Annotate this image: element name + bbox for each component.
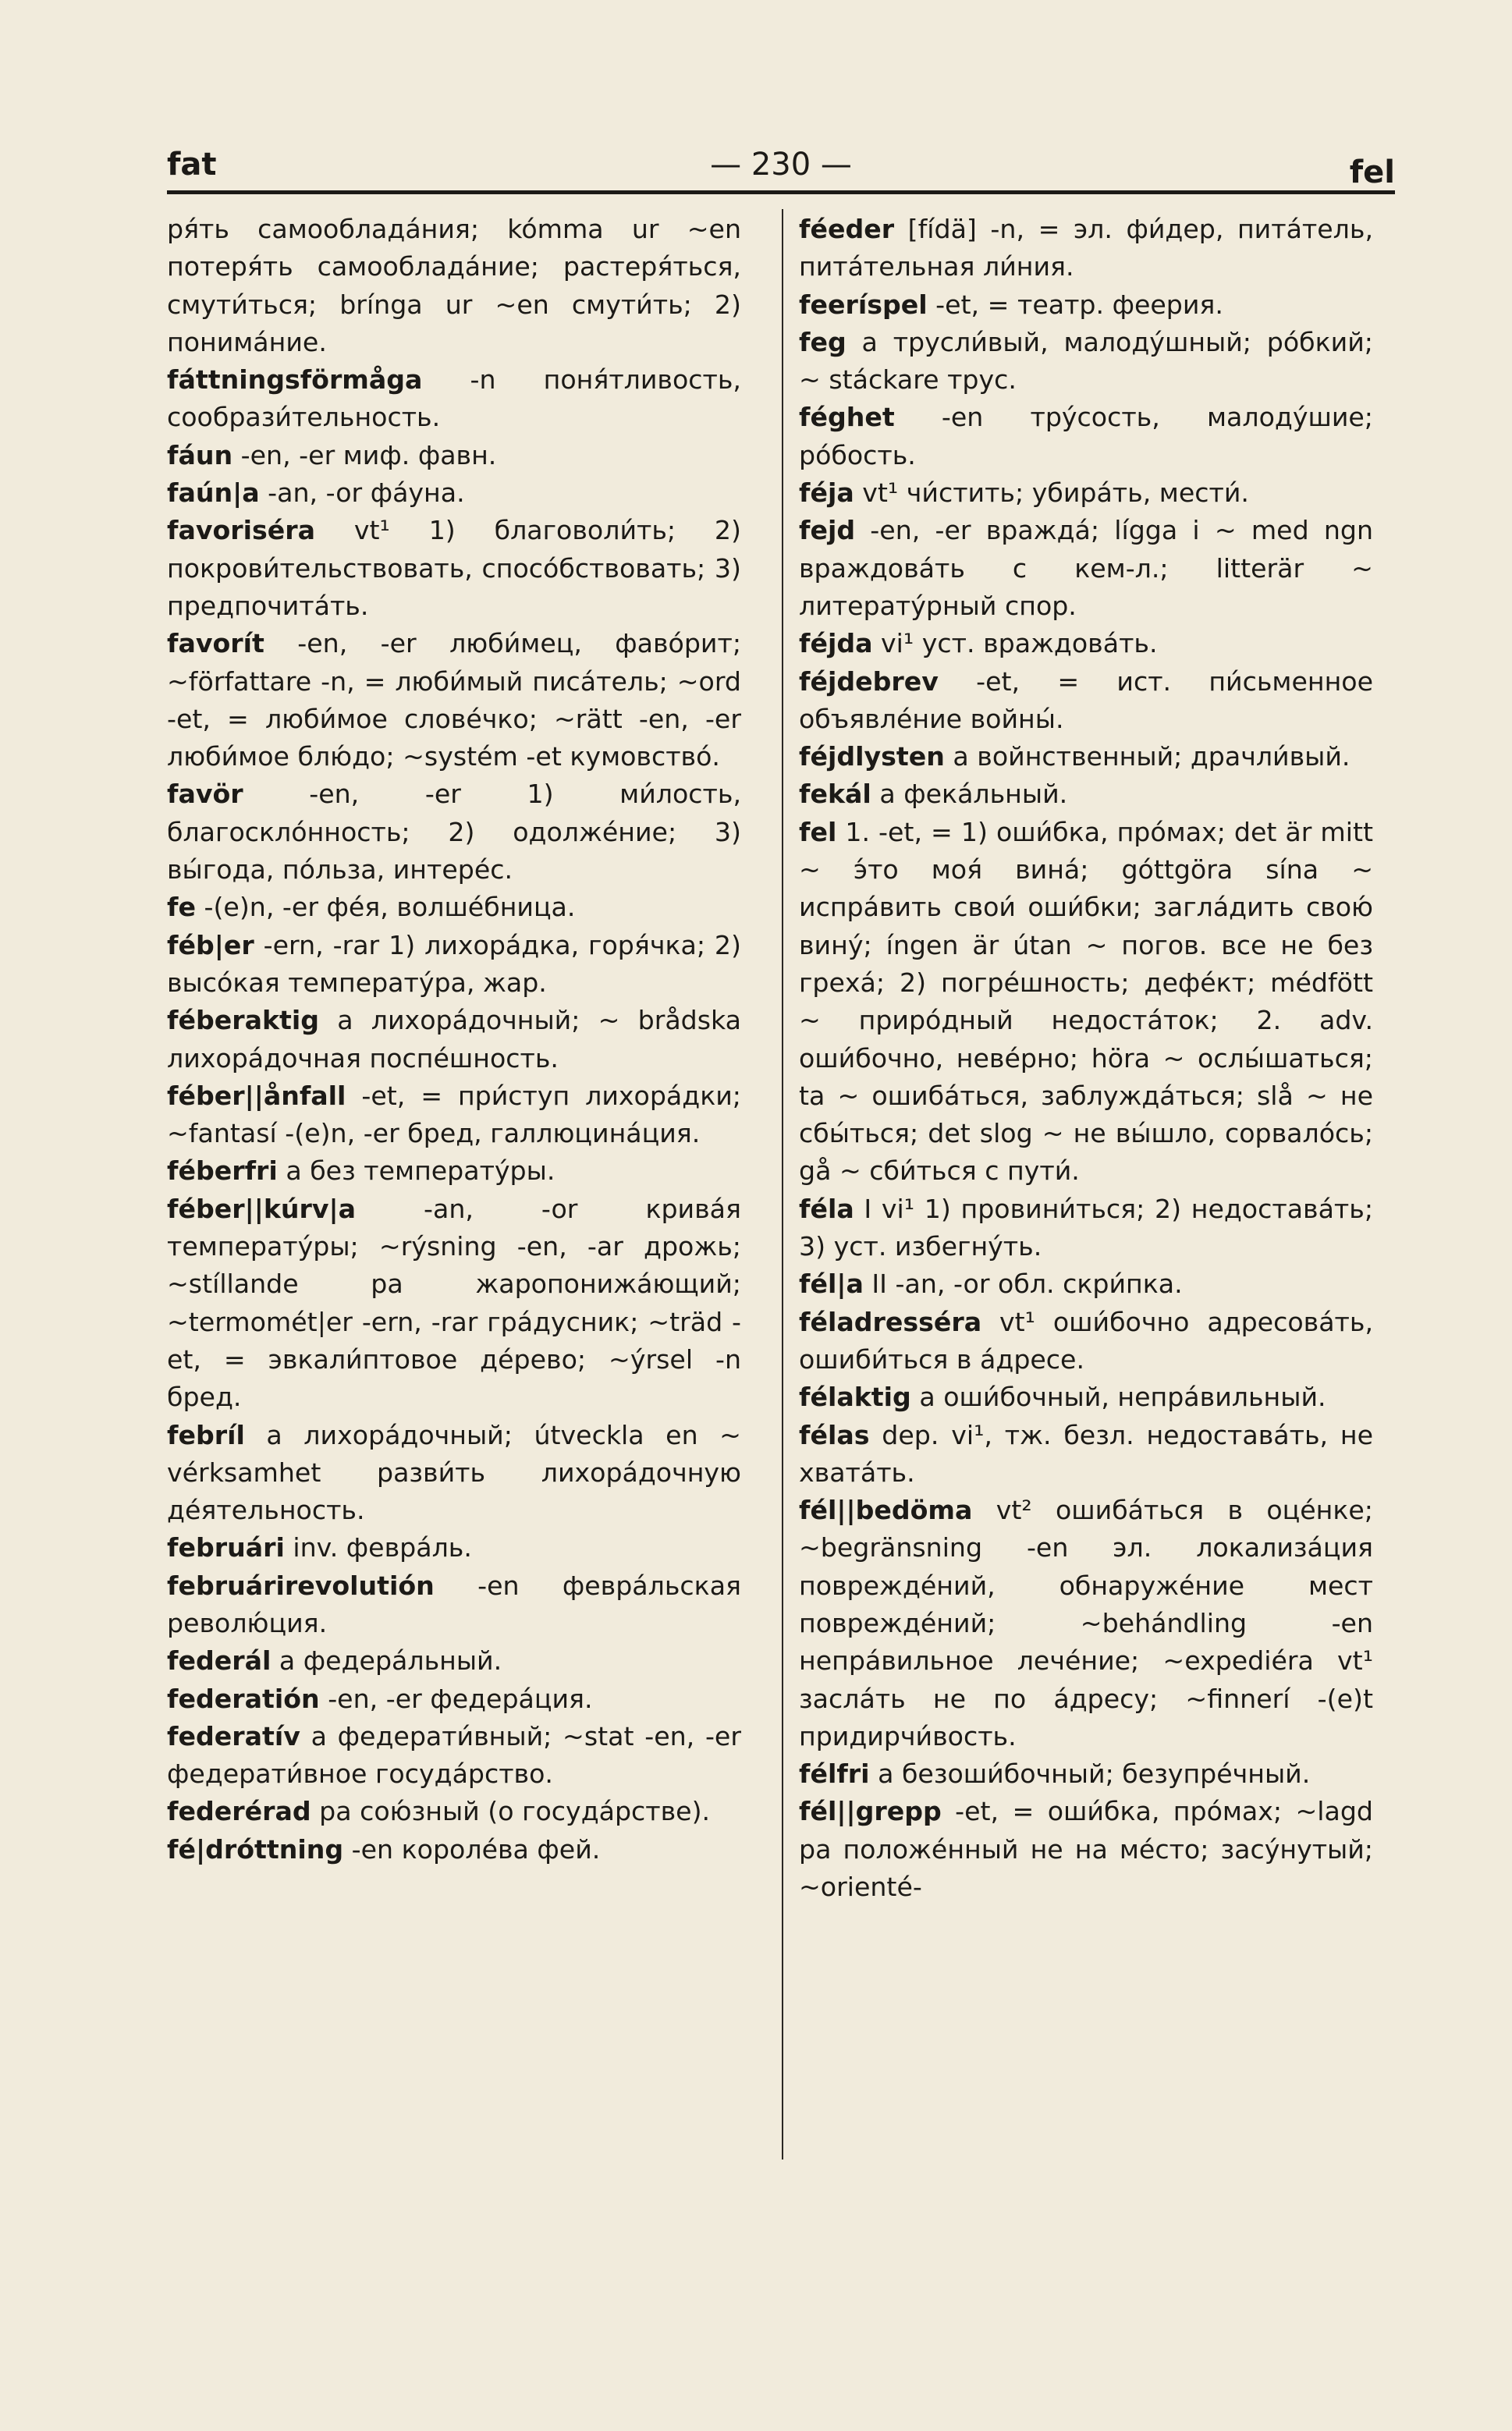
dictionary-entry: [167, 437, 741, 474]
entry-definition: -en, -er 1) ми́лость, благоскло́нность; 2) одолже́ние; 3) вы́года, по́льза, интере́с.: [167, 779, 741, 885]
entry-headword: féber||kúrv|a: [167, 1193, 357, 1224]
dictionary-entry: [799, 1417, 1373, 1492]
entry-definition: inv. февра́ль.: [284, 1532, 472, 1563]
dictionary-entry: [167, 1642, 741, 1680]
entry-headword: félaktig: [799, 1382, 911, 1413]
dictionary-entry: [167, 211, 741, 361]
entry-definition: -(e)n, -er фе́я, волше́бница.: [195, 892, 576, 923]
entry-definition: -en, -er миф. фавн.: [232, 439, 497, 470]
entry-definition: -et, = театр. феерия.: [927, 289, 1223, 320]
entry-headword: féladresséra: [799, 1306, 982, 1337]
entry-definition: a оши́бочный, непра́вильный.: [910, 1382, 1326, 1413]
dictionary-entry: [167, 1191, 741, 1417]
entry-headword: fejd: [799, 515, 856, 546]
left-running-headword: fat: [167, 147, 217, 183]
entry-definition: -en тру́сость, малоду́шие; ро́бость.: [799, 402, 1373, 470]
entry-headword: feeríspel: [799, 289, 928, 320]
entry-definition: a лихора́дочный; ~ brådska лихора́дочная поспе́шность.: [167, 1005, 741, 1074]
dictionary-entry: [799, 625, 1373, 662]
entry-headword: féjdlysten: [799, 741, 945, 772]
dictionary-entry: [167, 927, 741, 1003]
dictionary-entry: [799, 1379, 1373, 1416]
entry-headword: fekál: [799, 779, 871, 810]
right-running-headword: fel: [1349, 154, 1395, 190]
entry-headword: federatión: [167, 1683, 320, 1714]
entry-headword: fél|a: [799, 1269, 864, 1300]
entry-headword: féja: [799, 477, 854, 509]
entry-definition: -an, -or крива́я температу́ры; ~rýsning -en, -ar дрожь; ~stíllande pa жаропонижа́ющий; ~termomét|er -ern, -rar гра́дусник; ~träd -et, = эвкали́птовое де́рево; ~ýrsel -n бред.: [167, 1193, 741, 1413]
entry-headword: féla: [799, 1193, 854, 1224]
entry-definition: -en, -er федера́ция.: [319, 1683, 593, 1714]
entry-headword: féberaktig: [167, 1005, 320, 1036]
dictionary-entry: [799, 663, 1373, 739]
entry-definition: a фека́льный.: [871, 779, 1068, 810]
dictionary-entry: [799, 1492, 1373, 1755]
entry-headword: félas: [799, 1419, 870, 1450]
entry-definition: dep. vi¹, тж. безл. недостава́ть, не хвата́ть.: [799, 1419, 1373, 1488]
dictionary-entry: [799, 512, 1373, 625]
dictionary-entry: [167, 775, 741, 889]
entry-definition: -n поня́тливость, сообрази́тельность.: [167, 364, 741, 433]
entry-definition: I vi¹ 1) провини́ться; 2) недостава́ть; 3) уст. избегну́ть.: [799, 1193, 1373, 1262]
entry-definition: -en февра́льская револю́ция.: [167, 1570, 741, 1638]
entry-definition: II -an, -or обл. скри́пка.: [863, 1269, 1183, 1300]
dictionary-entry: [799, 775, 1373, 813]
entry-headword: fáttningsförmåga: [167, 364, 423, 396]
dictionary-entry: [799, 1265, 1373, 1303]
dictionary-entry: [167, 1529, 741, 1567]
dictionary-entry: [799, 814, 1373, 1191]
entry-headword: favorít: [167, 628, 264, 659]
entry-headword: fé|dróttning: [167, 1833, 344, 1865]
entry-definition: pa сою́зный (о госуда́рстве).: [311, 1796, 711, 1827]
entry-headword: februári: [167, 1532, 285, 1563]
right-column: [799, 211, 1373, 2387]
entry-definition: vt¹ чи́стить; убира́ть, мести́.: [854, 477, 1249, 509]
entry-headword: féberfri: [167, 1155, 278, 1187]
entry-definition: -et, = оши́бка, про́мах; ~lagd pa положе́нный не на ме́сто; засу́нутый; ~orienté-: [799, 1796, 1373, 1903]
entry-headword: féb|er: [167, 929, 254, 960]
dictionary-entry: [167, 474, 741, 512]
dictionary-entry: [167, 1793, 741, 1830]
dictionary-entry: [799, 1793, 1373, 1906]
entry-headword: fel: [799, 816, 837, 847]
entry-headword: féjda: [799, 628, 873, 659]
column-separator: [782, 209, 783, 2160]
dictionary-entry: [167, 512, 741, 625]
entry-definition: -en, -er люби́мец, фаво́рит; ~författare -n, = люби́мый писа́тель; ~ord -et, = люби́мое слове́чко; ~rätt -en, -er люби́мое блю́до; ~systém -et кумовство́.: [167, 628, 741, 772]
page-number: — 230 —: [710, 147, 852, 183]
entry-headword: federál: [167, 1645, 272, 1677]
entry-definition: -en короле́ва фей.: [343, 1833, 601, 1865]
page-header: [167, 147, 1395, 193]
entry-definition: ря́ть самооблада́ния; kómma ur ~en потеря́ть самооблада́ние; растеря́ться, смути́ться; brínga ur ~en смути́ть; 2) понима́ние.: [167, 214, 741, 357]
entry-headword: febríl: [167, 1419, 245, 1450]
entry-definition: a трусли́вый, малоду́шный; ро́бкий; ~ stáckare трус.: [799, 326, 1373, 396]
dictionary-entry: [799, 1191, 1373, 1266]
dictionary-entry: [799, 474, 1373, 512]
entry-headword: féber||ånfall: [167, 1080, 346, 1111]
entry-headword: februárirevolutión: [167, 1570, 435, 1601]
entry-headword: fáun: [167, 439, 233, 470]
entry-definition: a без температу́ры.: [277, 1155, 555, 1187]
entry-headword: féghet: [799, 402, 895, 433]
dictionary-entry: [167, 1077, 741, 1153]
entry-headword: félfri: [799, 1758, 870, 1790]
dictionary-entry: [799, 286, 1373, 324]
entry-definition: vt² ошиба́ться в оце́нке; ~begränsning -en эл. локализа́ция поврежде́ний, обнаруже́ние мест поврежде́ний; ~behándling -en непра́вильное лече́ние; ~expediéra vt¹ засла́ть не по а́дресу; ~finnerí -(e)t придирчи́вость.: [799, 1495, 1373, 1751]
entry-headword: fe: [167, 892, 196, 923]
dictionary-entry: [167, 1831, 741, 1868]
entry-headword: federérad: [167, 1796, 311, 1827]
entry-definition: vi¹ уст. враждова́ть.: [872, 628, 1158, 659]
dictionary-entry: [799, 399, 1373, 474]
entry-definition: vt¹ 1) благоволи́ть; 2) покрови́тельствовать, спосо́бствовать; 3) предпочита́ть.: [167, 515, 741, 621]
entry-headword: federatív: [167, 1720, 300, 1751]
entry-definition: -an, -or фа́уна.: [259, 477, 465, 509]
entry-definition: a федера́льный.: [271, 1645, 502, 1677]
entry-headword: fél||grepp: [799, 1796, 942, 1827]
entry-definition: a войнственный; драчли́вый.: [944, 741, 1351, 772]
entry-definition: -et, = при́ступ лихора́дки; ~fantasí -(e)n, -er бред, галлюцина́ция.: [167, 1080, 741, 1149]
dictionary-entry: [167, 1680, 741, 1718]
dictionary-entry: [167, 361, 741, 437]
dictionary-entry: [799, 738, 1373, 775]
entry-definition: a лихора́дочный; útveckla en ~ vérksamhet разви́ть лихора́дочную де́ятельность.: [167, 1419, 741, 1526]
entry-headword: favoriséra: [167, 515, 316, 546]
dictionary-entry: [167, 1152, 741, 1190]
entry-headword: faún|a: [167, 477, 260, 509]
entry-definition: -en, -er вражда́; lígga i ~ med ngn враждова́ть с кем-л.; litterär ~ литерату́рный спор.: [799, 515, 1373, 621]
entry-definition: a безоши́бочный; безупре́чный.: [869, 1758, 1311, 1790]
dictionary-entry: [799, 1304, 1373, 1379]
entry-headword: favör: [167, 779, 243, 810]
dictionary-entry: [167, 625, 741, 775]
entry-definition: -ern, -rar 1) лихора́дка, горя́чка; 2) высо́кая температу́ра, жар.: [167, 929, 741, 998]
entry-definition: a федерати́вный; ~stat -en, -er федерати́вное госуда́рство.: [167, 1720, 741, 1790]
dictionary-entry: [799, 211, 1373, 286]
dictionary-entry: [167, 1002, 741, 1077]
entry-definition: -et, = ист. пи́сьменное объявле́ние войны́.: [799, 665, 1373, 734]
left-column: [167, 211, 741, 2387]
dictionary-entry: [167, 1718, 741, 1794]
entry-headword: feg: [799, 326, 847, 357]
dictionary-entry: [167, 1567, 741, 1643]
header-rule: [167, 190, 1395, 194]
entry-headword: féeder: [799, 214, 895, 244]
dictionary-entry: [799, 324, 1373, 399]
dictionary-entry: [799, 1755, 1373, 1793]
entry-definition: vt¹ оши́бочно адресова́ть, ошиби́ться в а́дресе.: [799, 1306, 1373, 1375]
dictionary-entry: [167, 889, 741, 926]
entry-headword: fél||bedöma: [799, 1495, 973, 1526]
entry-definition: 1. -et, = 1) оши́бка, про́мах; det är mitt ~ э́то моя́ вина́; góttgöra sína ~ испра́вить свои́ оши́бки; загла́дить свою́ вину́; íngen är útan ~ погов. все не без греха́; 2) погре́шность; дефе́кт; médfött ~ приро́дный недоста́ток; 2. adv. оши́бочно, неве́рно; höra ~ ослы́шаться; ta ~ ошиба́ться, заблужда́ться; slå ~ не сбы́ться; det slog ~ не вы́шло, сорвало́сь; gå ~ сби́ться с пути́.: [799, 816, 1373, 1187]
dictionary-entry: [167, 1417, 741, 1530]
entry-definition: [fídä] -n, = эл. фи́дер, пита́тель, пита́тельная ли́ния.: [799, 214, 1373, 282]
entry-headword: féjdebrev: [799, 665, 939, 697]
